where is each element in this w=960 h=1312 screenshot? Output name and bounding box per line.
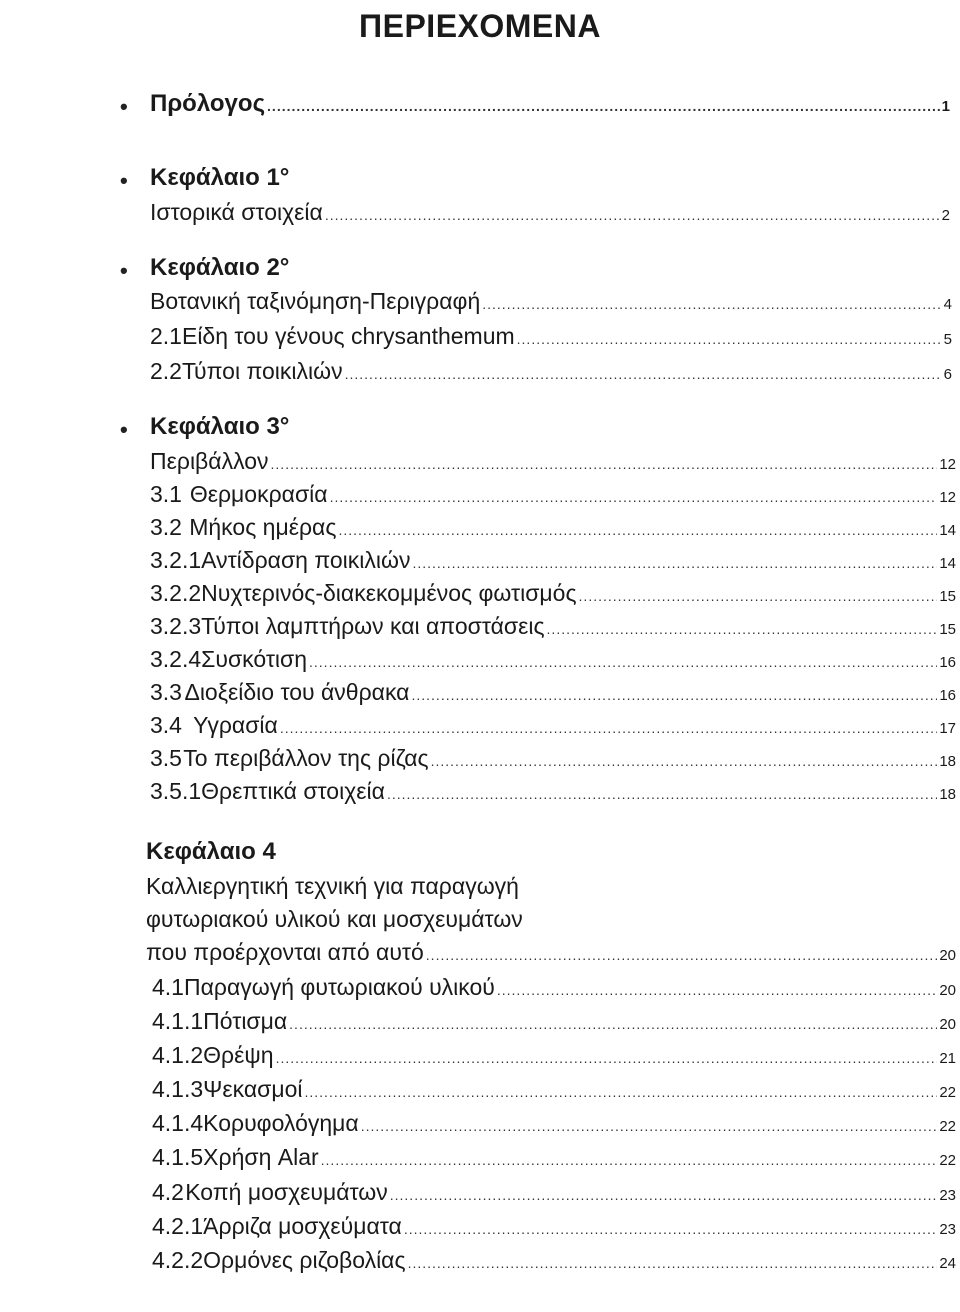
toc-entry-page: 24 [939,1255,956,1272]
toc-entry[interactable] [150,481,956,515]
toc-entry-page: 18 [939,786,956,803]
toc-entry[interactable] [150,288,952,322]
toc-entry-label: Κορυφολόγημα [203,1110,359,1136]
toc-entry-label: Πότισμα [203,1008,288,1034]
leader-dots [517,331,942,347]
leader-dots [390,1187,938,1203]
toc-entry-page: 1 [941,98,950,115]
leader-dots [361,1118,938,1134]
toc-entry-number: 3.2.1 [150,547,202,573]
toc-entry-label: Αντίδραση ποικιλιών [201,547,411,573]
toc-entry-label: Υγρασία [193,712,278,738]
toc-entry-number: 3.5 [150,745,182,771]
toc-entry-page: 2 [941,207,950,224]
leader-dots [309,654,937,670]
toc-entry-page: 20 [939,982,956,999]
toc-entry-number: 3.2 [150,514,182,540]
toc-entry-page: 12 [939,456,956,473]
leader-dots [280,720,938,736]
leader-dots [271,456,938,472]
toc-entry-number: 4.2.1 [152,1213,204,1239]
leader-dots [412,555,937,571]
toc-entry-number: 4.1.4 [152,1110,204,1136]
toc-entry-number: 3.2.3 [150,613,202,639]
toc-entry[interactable] [152,1110,956,1144]
toc-entry-page: 16 [939,687,956,704]
chapter-4-intro-line: Καλλιεργητική τεχνική για παραγωγή [146,873,519,899]
toc-entry-page: 4 [943,296,952,313]
toc-entry-page: 14 [939,522,956,539]
toc-entry-page: 21 [939,1050,956,1067]
leader-dots [497,982,937,998]
toc-entry-label: Τύποι ποικιλιών [181,358,343,384]
leader-dots [387,786,937,802]
toc-entry[interactable] [152,1213,956,1247]
toc-entry-number: 3.3 [150,679,182,705]
bullet-icon: • [120,94,128,119]
toc-entry-label: Πρόλογος [150,90,266,117]
leader-dots [276,1050,938,1066]
toc-entry[interactable] [152,1247,956,1281]
toc-entry[interactable] [152,1042,956,1076]
leader-dots [411,687,937,703]
page-title: ΠΕΡΙΕΧΟΜΕΝΑ [359,8,601,44]
toc-entry-label: Είδη του γένους chrysanthemum [181,323,515,349]
chapter-2-heading: Κεφάλαιο 2° [150,254,290,281]
toc-entry[interactable] [150,323,952,357]
leader-dots [482,296,941,312]
toc-entry-number: 4.1 [152,974,184,1000]
toc-entry[interactable] [152,1008,956,1042]
toc-entry-page: 6 [943,366,952,383]
toc-entry-number: 3.2.4 [150,646,202,672]
toc-entry-label: Παραγωγή φυτωριακού υλικού [183,974,495,1000]
toc-entry[interactable] [150,745,956,779]
toc-entry-page: 14 [939,555,956,572]
toc-entry[interactable] [146,939,956,973]
toc-entry[interactable] [150,580,956,614]
toc-entry-number: 4.1.2 [152,1042,204,1068]
toc-entry-page: 18 [939,753,956,770]
toc-entry-label: Βοτανική ταξινόμηση-Περιγραφή [150,288,481,314]
bullet-icon: • [120,417,128,442]
toc-entry-label: Περιβάλλον [150,448,269,474]
toc-entry[interactable] [150,778,956,812]
leader-dots [321,1152,938,1168]
toc-entry-number: 4.1.1 [152,1008,204,1034]
toc-entry-label: Θρεπτικά στοιχεία [201,778,385,804]
toc-entry-label: Συσκότιση [201,646,308,672]
toc-entry-label: Θερμοκρασία [189,481,328,507]
toc-entry-number: 3.5.1 [150,778,202,804]
leader-dots [289,1016,937,1032]
toc-entry[interactable] [152,1144,956,1178]
toc-entry-number: 4.2 [152,1179,184,1205]
toc-entry[interactable] [152,1076,956,1110]
leader-dots [408,1255,938,1271]
leader-dots [345,366,942,382]
toc-entry-page: 20 [939,947,956,964]
chapter-1-heading: Κεφάλαιο 1° [150,164,290,191]
leader-dots [579,588,938,604]
toc-entry-page: 17 [939,720,956,737]
toc-entry-page: 22 [939,1118,956,1135]
toc-entry-number: 4.1.3 [152,1076,204,1102]
toc-entry-label: Χρήση Alar [203,1144,319,1170]
toc-entry-number: 3.1 [150,481,182,507]
toc-entry[interactable] [150,358,952,392]
toc-entry[interactable] [152,1179,956,1213]
toc-entry[interactable] [150,712,956,746]
toc-entry[interactable] [150,199,950,233]
leader-dots [338,522,937,538]
toc-entry[interactable] [152,974,956,1008]
toc-entry-number: 3.4 [150,712,182,738]
leader-dots [330,489,938,505]
toc-entry-page: 15 [939,621,956,638]
leader-dots [431,753,938,769]
leader-dots [404,1221,937,1237]
toc-entry-number: 2.1 [150,323,182,349]
toc-entry-label: Θρέψη [203,1042,274,1068]
bullet-icon: • [120,258,128,283]
toc-entry[interactable] [150,613,956,647]
chapter-4-heading: Κεφάλαιο 4 [146,838,276,865]
toc-entry-page: 23 [939,1187,956,1204]
toc-entry-number: 4.2.2 [152,1247,204,1273]
bullet-icon: • [120,168,128,193]
leader-dots [547,621,938,637]
leader-dots [325,207,940,223]
toc-entry[interactable] [150,547,956,581]
toc-entry[interactable] [150,646,956,680]
toc-entry-label: Διοξείδιο του άνθρακα [184,679,410,705]
chapter-4-intro-line: φυτωριακού υλικού και μοσχευμάτων [146,906,523,932]
toc-entry[interactable] [150,448,956,482]
toc-entry-label: Μήκος ημέρας [189,514,337,540]
toc-entry-page: 22 [939,1084,956,1101]
leader-dots [267,98,940,114]
toc-entry-label: Άρριζα μοσχεύματα [203,1213,402,1239]
toc-entry-label: που προέρχονται από αυτό [146,939,424,965]
leader-dots [426,947,938,963]
toc-entry-page: 5 [943,331,952,348]
toc-entry[interactable] [150,679,956,713]
toc-entry-page: 15 [939,588,956,605]
toc-entry-label: Νυχτερινός-διακεκομμένος φωτισμός [201,580,577,606]
toc-entry-label: Ιστορικά στοιχεία [150,199,323,225]
chapter-3-heading: Κεφάλαιο 3° [150,413,290,440]
toc-entry-number: 3.2.2 [150,580,202,606]
toc-entry-page: 20 [939,1016,956,1033]
toc-entry-prologue[interactable] [150,90,950,124]
toc-entry-label: Κοπή μοσχευμάτων [185,1179,388,1205]
toc-entry-label: Τύποι λαμπτήρων και αποστάσεις [201,613,545,639]
toc-entry-number: 2.2 [150,358,182,384]
toc-entry-label: Ψεκασμοί [203,1076,303,1102]
toc-entry-page: 22 [939,1152,956,1169]
leader-dots [305,1084,938,1100]
toc-entry-number: 4.1.5 [152,1144,204,1170]
toc-entry-page: 16 [939,654,956,671]
toc-entry-page: 23 [939,1221,956,1238]
toc-entry-label: Το περιβάλλον της ρίζας [183,745,429,771]
toc-entry[interactable] [150,514,956,548]
toc-entry-page: 12 [939,489,956,506]
toc-entry-label: Ορμόνες ριζοβολίας [203,1247,406,1273]
